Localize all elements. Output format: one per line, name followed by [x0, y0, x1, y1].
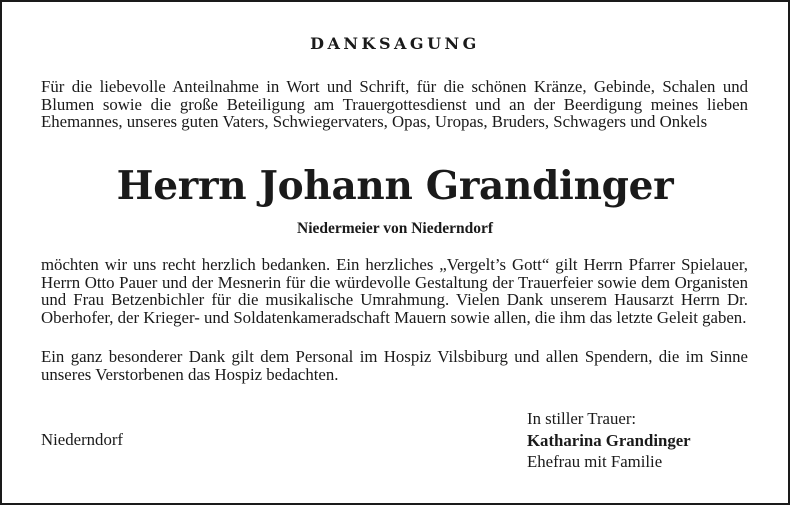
signature-relation: Ehefrau mit Familie — [527, 452, 663, 471]
notice-heading: DANKSAGUNG — [310, 34, 480, 53]
deceased-subtitle: Niedermeier von Niederndorf — [297, 220, 493, 237]
special-thanks-paragraph: Ein ganz besonderer Dank gilt dem Personal im Hospiz Vilsbiburg und allen Spendern, die im Sinne unseres Verstorbenen das Hospiz bedachten. — [41, 347, 748, 384]
thanks-paragraph: möchten wir uns recht herzlich bedanken. Ein herzliches „Vergelt’s Gott“ gilt Herrn Pfarrer Spielauer, Herrn Otto Pauer und der Mesnerin für die würdevolle Gestaltung der Trauerfeier sowie dem Organisten und Frau Betzenbichler für die musikalische Umrahmung. Vielen Dank unserem Hausarzt Herrn Dr. Oberhofer, der Krieger- und Soldatenkameradschaft Mauern sowie allen, die ihm das letzte Geleit gaben. — [41, 255, 748, 327]
place-name: Niederndorf — [41, 430, 124, 449]
deceased-name: Herrn Johann Grandinger — [116, 163, 674, 209]
intro-paragraph: Für die liebevolle Anteilnahme in Wort und Schrift, für die schönen Kränze, Gebinde, Schalen und Blumen sowie die große Beteiligung am Trauergottesdienst und an der Beerdigung meines lieben Ehemannes, unseres guten Vaters, Schwiegervaters, Opas, Uropas, Bruders, Schwagers und Onkels — [41, 77, 748, 131]
signature-name: Katharina Grandinger — [527, 430, 691, 450]
signature-block — [527, 408, 691, 473]
signature-intro: In stiller Trauer: — [527, 409, 637, 428]
